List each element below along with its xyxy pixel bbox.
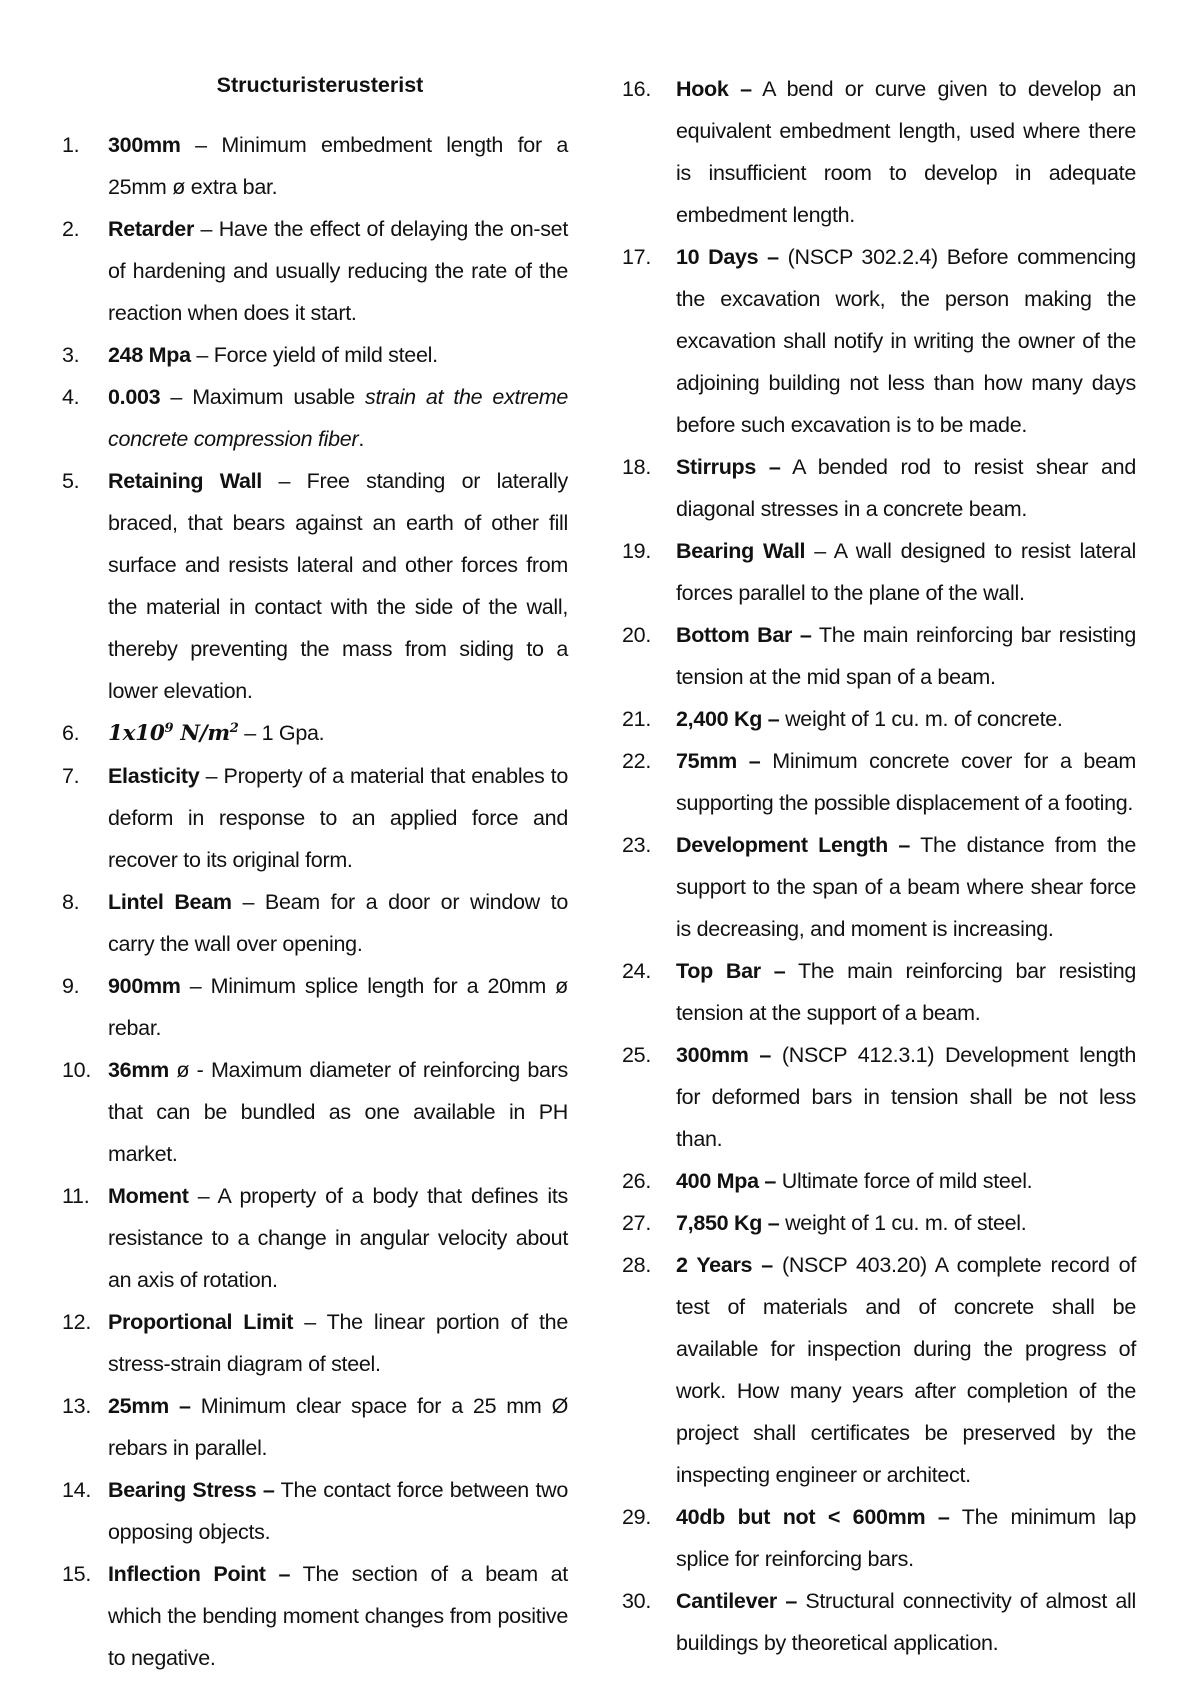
item-number: 12. [62, 1310, 91, 1334]
list-item [622, 1496, 1136, 1580]
list-item [622, 824, 1136, 950]
item-separator: – [199, 764, 224, 788]
item-definition: A bend or curve given to develop an equivalent embedment length, used where there is insufficient room to develop in adequate embedment length. [676, 77, 1136, 227]
item-number: 7. [62, 764, 80, 788]
left-column [62, 70, 568, 1679]
list-item [62, 376, 568, 460]
item-number: 11. [62, 1184, 90, 1208]
item-number: 22. [622, 749, 651, 773]
list-item [62, 1049, 568, 1175]
item-term: Proportional Limit [108, 1310, 294, 1334]
item-separator [910, 833, 920, 857]
item-separator [752, 77, 762, 101]
item-term: 25mm – [108, 1394, 191, 1418]
list-item [622, 698, 1136, 740]
item-number: 8. [62, 890, 80, 914]
item-term: Lintel Beam [108, 890, 232, 914]
item-separator: – [805, 539, 834, 563]
item-term: 300mm – [676, 1043, 772, 1067]
item-definition: The contact force between two opposing objects. [108, 1478, 569, 1544]
item-definition: Property of a material that enables to deform in response to an applied force and recover to its original form. [108, 764, 568, 872]
item-term: 400 Mpa – [676, 1169, 777, 1193]
item-number: 14. [62, 1478, 91, 1502]
item-term: 300mm [108, 133, 181, 157]
right-column [622, 68, 1137, 1664]
item-separator [950, 1505, 962, 1529]
item-definition: Maximum diameter of reinforcing bars that can be bundled as one available in PH market. [108, 1058, 568, 1166]
item-separator [785, 959, 798, 983]
item-definition: (NSCP 403.20) A complete record of test of materials and of concrete shall be available for inspection during the progress of work. How many years after completion of the project shall certificates be preserved by the inspecting engineer or architect. [676, 1253, 1136, 1487]
item-term: Moment [108, 1184, 189, 1208]
item-definition: Beam for a door or window to carry the wall over opening. [108, 890, 568, 956]
math-expression [108, 721, 239, 746]
item-number: 24. [622, 959, 651, 983]
item-separator [760, 749, 772, 773]
list-item [622, 1580, 1136, 1664]
list-item [622, 1244, 1136, 1496]
list-item [622, 236, 1136, 446]
math-exponent: 9 [164, 720, 174, 736]
item-definition: A bended rod to resist shear and diagonal stresses in a concrete beam. [676, 455, 1136, 521]
item-number: 16. [622, 77, 651, 101]
item-term: 40db but not < 600mm – [676, 1505, 950, 1529]
item-number: 28. [622, 1253, 651, 1277]
list-item [62, 712, 568, 755]
item-definition: The minimum lap splice for reinforcing bars. [676, 1505, 1136, 1571]
item-term: Development Length – [676, 833, 911, 857]
item-term: 2 Years – [676, 1253, 773, 1277]
list-item [622, 1202, 1136, 1244]
list-item [622, 446, 1136, 530]
list-item [622, 530, 1136, 614]
item-term: Stirrups – [676, 455, 781, 479]
term-list-right [622, 68, 1137, 1664]
item-separator: – [160, 385, 193, 409]
item-definition: The main reinforcing bar resisting tension at the mid span of a beam. [676, 623, 1136, 689]
list-item [62, 1385, 568, 1469]
item-definition: A property of a body that defines its resistance to a change in angular velocity about an axis of rotation. [108, 1184, 568, 1292]
item-number: 9. [62, 974, 80, 998]
item-number: 10. [62, 1058, 91, 1082]
item-term: Hook – [676, 77, 752, 101]
item-number: 25. [622, 1043, 651, 1067]
item-definition-italic: strain at the extreme concrete compression fiber [108, 385, 568, 451]
item-term: Retarder [108, 217, 195, 241]
item-term: 10 Days – [676, 245, 779, 269]
math-base: 1x10 [108, 721, 165, 746]
item-term: 248 Mpa [108, 343, 191, 367]
item-definition: Minimum clear space for a 25 mm Ø rebars in parallel. [108, 1394, 568, 1460]
item-separator [780, 455, 792, 479]
list-item [622, 614, 1136, 698]
item-definition: 1 Gpa. [261, 721, 325, 745]
math-unit: N/m [173, 721, 230, 746]
item-definition: Force yield of mild steel. [213, 343, 438, 367]
list-item [622, 68, 1136, 236]
list-item [62, 208, 568, 334]
item-definition: Minimum embedment length for a 25mm ø extra bar. [108, 133, 568, 199]
list-item [622, 740, 1137, 824]
item-number: 23. [622, 833, 651, 857]
item-definition: Free standing or laterally braced, that bears against an earth of other fill surface and resists lateral and other forces from the material in contact with the side of the wall, thereby preventing the mass from siding to a lower elevation. [108, 469, 568, 703]
item-separator [290, 1562, 302, 1586]
item-separator [771, 1043, 782, 1067]
item-number: 5. [62, 469, 80, 493]
list-item [62, 965, 568, 1049]
document-title: Structuristerusterist [216, 73, 424, 97]
item-term: Cantilever – [676, 1589, 797, 1613]
item-number: 6. [62, 721, 80, 745]
item-term: Bottom Bar – [676, 623, 812, 647]
item-term: 75mm – [676, 749, 761, 773]
item-definition: Have the effect of delaying the on-set of hardening and usually reducing the rate of the reaction when does it start. [108, 217, 568, 325]
item-number: 3. [62, 343, 80, 367]
item-separator: – [180, 133, 222, 157]
item-definition: weight of 1 cu. m. of steel. [785, 1211, 1027, 1235]
item-separator: ø - [168, 1058, 211, 1082]
item-number: 17. [622, 245, 651, 269]
item-separator: – [238, 721, 262, 745]
item-term: 0.003 [108, 385, 161, 409]
item-separator [779, 245, 788, 269]
item-definition: Structural connectivity of almost all buildings by theoretical application. [676, 1589, 1136, 1655]
item-separator: – [231, 890, 265, 914]
item-separator: – [190, 343, 214, 367]
list-item [622, 1034, 1136, 1160]
item-definition: The linear portion of the stress-strain diagram of steel. [108, 1310, 568, 1376]
term-list-left [62, 124, 568, 1679]
item-definition: (NSCP 302.2.4) Before commencing the excavation work, the person making the excavation shall notify in writing the owner of the adjoining building not less than how many days before such excavation is to be made. [676, 245, 1136, 437]
item-definition: The section of a beam at which the bending moment changes from positive to negative. [108, 1562, 568, 1670]
math-unit-exponent: 2 [229, 720, 239, 736]
item-definition: Minimum splice length for a 20mm ø rebar. [108, 974, 568, 1040]
item-definition: Minimum concrete cover for a beam supporting the possible displacement of a footing. [676, 749, 1137, 815]
item-separator [191, 1394, 201, 1418]
item-number: 15. [62, 1562, 91, 1586]
item-term: Bearing Stress – [108, 1478, 275, 1502]
item-definition: (NSCP 412.3.1) Development length for deformed bars in tension shall be not less than. [676, 1043, 1136, 1151]
item-term: Inflection Point – [108, 1562, 291, 1586]
item-definition: The distance from the support to the span of a beam where shear force is decreasing, and moment is increasing. [676, 833, 1136, 941]
list-item [62, 1469, 568, 1553]
list-item [62, 881, 568, 965]
item-definition: A wall designed to resist lateral forces parallel to the plane of the wall. [676, 539, 1136, 605]
item-term: 900mm [108, 974, 181, 998]
list-item [622, 1160, 1136, 1202]
item-number: 1. [62, 133, 80, 157]
item-term: Elasticity [108, 764, 200, 788]
item-number: 13. [62, 1394, 91, 1418]
list-item [62, 124, 568, 208]
item-number: 18. [622, 455, 651, 479]
item-term: Top Bar – [676, 959, 786, 983]
list-item [62, 1301, 568, 1385]
list-item [62, 460, 568, 712]
item-number: 20. [622, 623, 651, 647]
item-term: 2,400 Kg – [676, 707, 780, 731]
item-number: 26. [622, 1169, 651, 1193]
item-number: 27. [622, 1211, 651, 1235]
item-separator: – [261, 469, 307, 493]
item-separator [812, 623, 819, 647]
item-definition: weight of 1 cu. m. of concrete. [785, 707, 1063, 731]
list-item [62, 1175, 568, 1301]
item-number: 4. [62, 385, 80, 409]
list-item [622, 950, 1137, 1034]
list-item [62, 1553, 568, 1679]
item-number: 19. [622, 539, 651, 563]
item-term: Retaining Wall [108, 469, 262, 493]
item-definition: Maximum usable [192, 385, 366, 409]
item-separator [773, 1253, 782, 1277]
item-number: 2. [62, 217, 80, 241]
item-term: 7,850 Kg – [676, 1211, 780, 1235]
list-item [62, 334, 568, 376]
item-separator: – [188, 1184, 218, 1208]
item-separator: – [194, 217, 219, 241]
item-separator: – [293, 1310, 327, 1334]
item-number: 30. [622, 1589, 651, 1613]
item-term: Bearing Wall [676, 539, 806, 563]
item-definition: The main reinforcing bar resisting tension at the support of a beam. [676, 959, 1137, 1025]
item-definition: Ultimate force of mild steel. [781, 1169, 1033, 1193]
item-definition-end: . [358, 427, 365, 451]
item-number: 29. [622, 1505, 651, 1529]
item-number: 21. [622, 707, 651, 731]
list-item [62, 755, 568, 881]
item-separator: – [180, 974, 211, 998]
item-term: 36mm [108, 1058, 169, 1082]
